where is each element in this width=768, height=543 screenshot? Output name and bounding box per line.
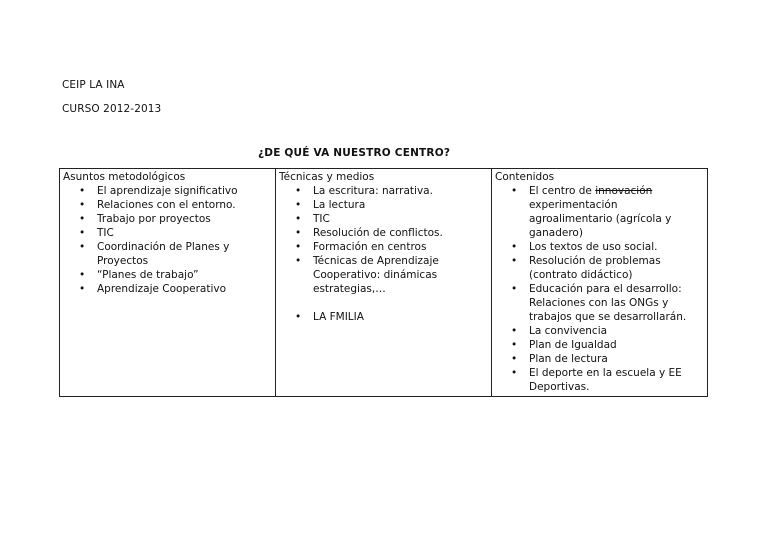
list-item: • Técnicas de Aprendizaje Cooperativo: dinámicas estrategias,… <box>279 254 488 296</box>
list-item: • La escritura: narrativa. <box>279 184 488 198</box>
column-heading: Técnicas y medios <box>279 171 375 183</box>
list-item: • Plan de lectura <box>495 352 704 366</box>
list-item: • La convivencia <box>495 324 704 338</box>
list-item: • Aprendizaje Cooperativo <box>63 282 272 296</box>
item-prefix: El centro de <box>529 185 596 197</box>
struck-word: innovación <box>595 185 653 197</box>
content-table <box>59 168 708 397</box>
list-item: • Coordinación de Planes y Proyectos <box>63 240 272 268</box>
list-item: • “Planes de trabajo” <box>63 268 272 282</box>
list-item: • Formación en centros <box>279 240 488 254</box>
list-item: • Resolución de conflictos. <box>279 226 488 240</box>
list-item <box>495 184 704 240</box>
bullet-list <box>495 184 704 394</box>
list-item: • El aprendizaje significativo <box>63 184 272 198</box>
page-title: ¿DE QUÉ VA NUESTRO CENTRO? <box>258 147 451 159</box>
column-heading: Contenidos <box>495 171 555 183</box>
list-item: • Educación para el desarrollo: Relaciones con las ONGs y trabajos que se desarrollarán. <box>495 282 704 324</box>
bullet-list <box>279 184 488 324</box>
list-item: • LA FMILIA <box>279 310 488 324</box>
column-contenidos <box>492 169 708 397</box>
list-item: • Plan de Igualdad <box>495 338 704 352</box>
course-year: CURSO 2012-2013 <box>62 103 162 115</box>
bullet-list <box>63 184 272 296</box>
school-name: CEIP LA INA <box>62 79 125 91</box>
column-asuntos-metodologicos <box>60 169 276 397</box>
list-item: • Relaciones con el entorno. <box>63 198 272 212</box>
column-heading: Asuntos metodológicos <box>63 171 186 183</box>
item-suffix: experimentación agroalimentario (agrícola y ganadero) <box>529 199 672 239</box>
list-item: • Los textos de uso social. <box>495 240 704 254</box>
list-item: • TIC <box>279 212 488 226</box>
list-item: • La lectura <box>279 198 488 212</box>
column-tecnicas-y-medios <box>276 169 492 397</box>
table-row <box>60 169 708 397</box>
list-item: • Trabajo por proyectos <box>63 212 272 226</box>
list-item: • TIC <box>63 226 272 240</box>
list-item: • Resolución de problemas (contrato didáctico) <box>495 254 704 282</box>
list-item: • El deporte en la escuela y EE Deportivas. <box>495 366 704 394</box>
